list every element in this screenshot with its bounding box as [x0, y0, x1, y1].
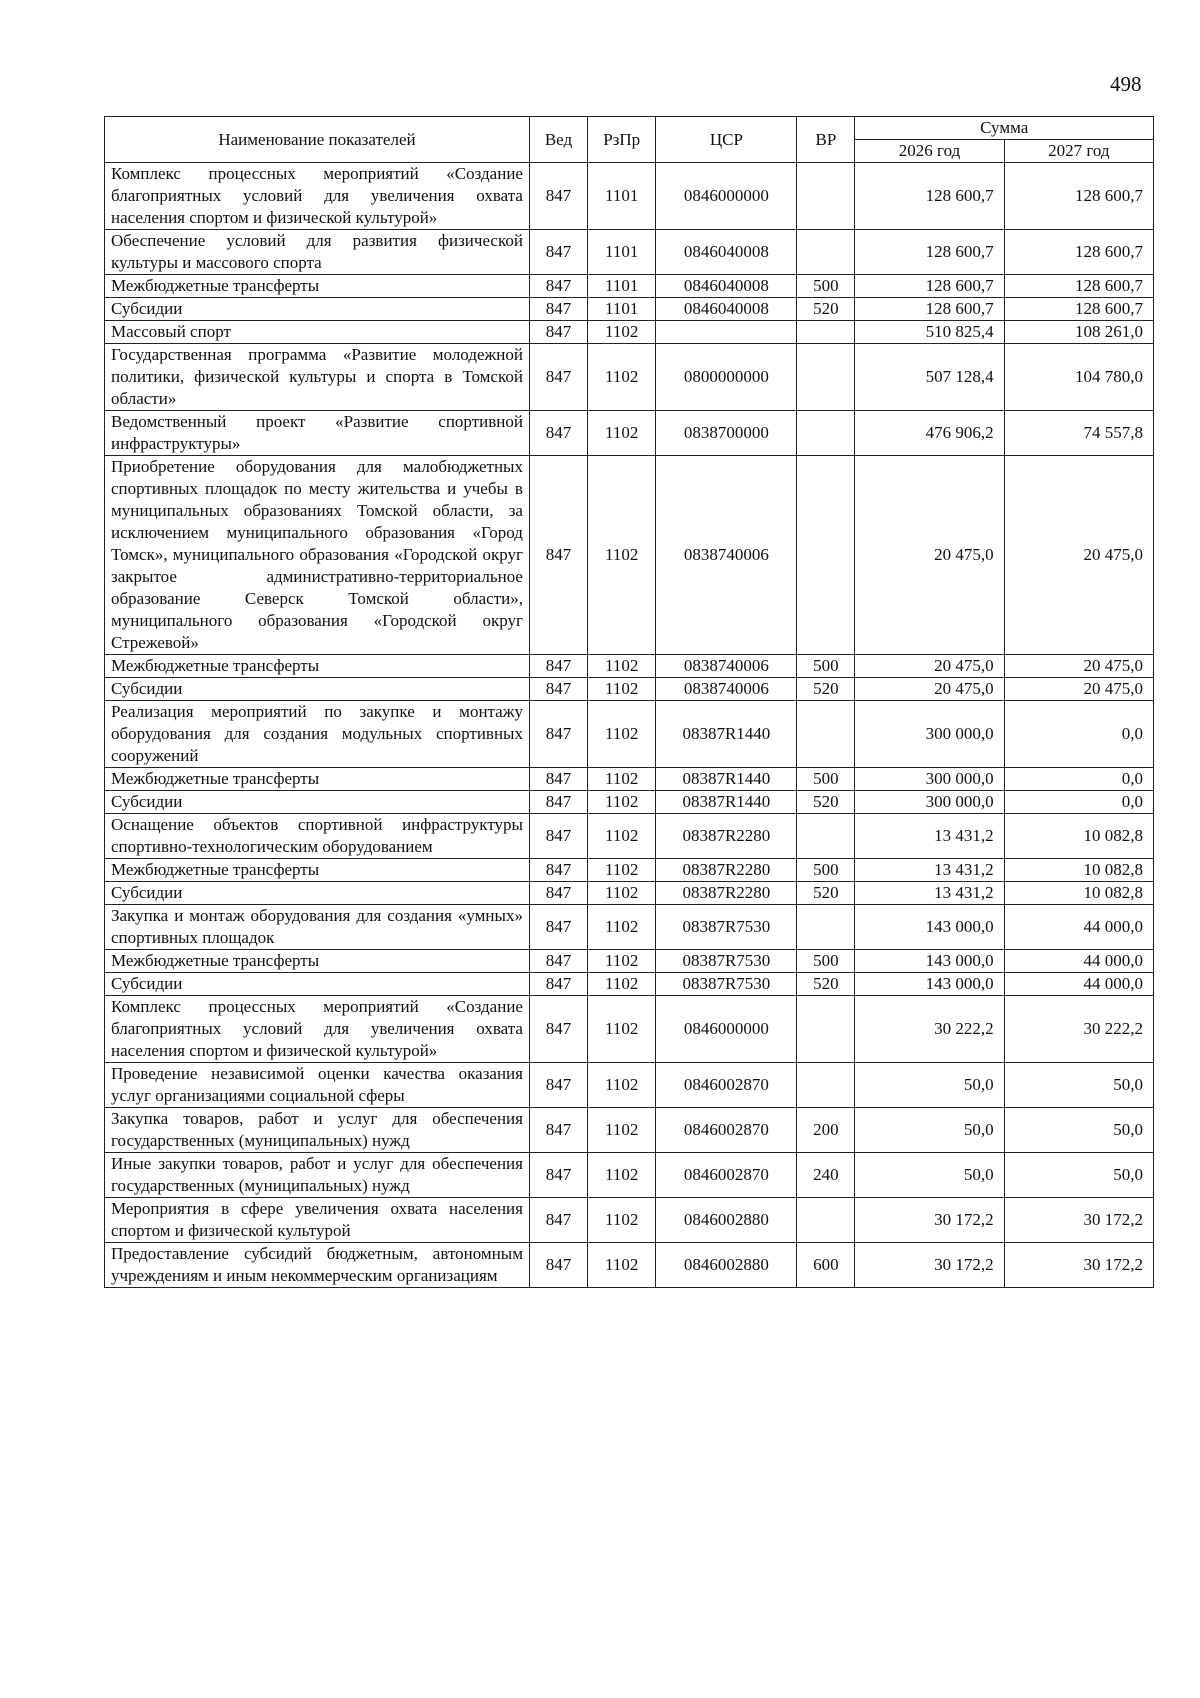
- cell-name: Субсидии: [105, 298, 530, 321]
- cell-sum-2026: 50,0: [855, 1108, 1004, 1153]
- cell-ved: 847: [529, 298, 587, 321]
- cell-name: Государственная программа «Развитие молодежной политики, физической культуры и спорта в Томской области»: [105, 344, 530, 411]
- cell-ved: 847: [529, 678, 587, 701]
- cell-ved: 847: [529, 768, 587, 791]
- cell-csr: 0846040008: [656, 230, 797, 275]
- cell-sum-2026: 300 000,0: [855, 768, 1004, 791]
- cell-rzpr: 1102: [588, 814, 656, 859]
- cell-vr: 500: [797, 768, 855, 791]
- cell-sum-2027: 108 261,0: [1004, 321, 1153, 344]
- cell-sum-2026: 13 431,2: [855, 882, 1004, 905]
- cell-rzpr: 1102: [588, 678, 656, 701]
- cell-ved: 847: [529, 275, 587, 298]
- cell-ved: 847: [529, 973, 587, 996]
- cell-vr: [797, 456, 855, 655]
- cell-sum-2027: 0,0: [1004, 768, 1153, 791]
- cell-csr: 08387R7530: [656, 905, 797, 950]
- cell-csr: 0846002870: [656, 1063, 797, 1108]
- cell-vr: 600: [797, 1243, 855, 1288]
- cell-sum-2027: 104 780,0: [1004, 344, 1153, 411]
- cell-rzpr: 1102: [588, 996, 656, 1063]
- cell-csr: 0846002870: [656, 1108, 797, 1153]
- cell-name: Иные закупки товаров, работ и услуг для обеспечения государственных (муниципальных) нужд: [105, 1153, 530, 1198]
- cell-sum-2027: 128 600,7: [1004, 275, 1153, 298]
- cell-rzpr: 1102: [588, 882, 656, 905]
- cell-ved: 847: [529, 791, 587, 814]
- cell-csr: 0846000000: [656, 996, 797, 1063]
- page-number: 498: [1110, 72, 1142, 96]
- table-row: [105, 791, 1154, 814]
- cell-ved: 847: [529, 230, 587, 275]
- cell-sum-2026: 20 475,0: [855, 456, 1004, 655]
- cell-csr: 0846000000: [656, 163, 797, 230]
- cell-rzpr: 1102: [588, 321, 656, 344]
- table-row: [105, 1153, 1154, 1198]
- cell-rzpr: 1101: [588, 163, 656, 230]
- cell-csr: 08387R2280: [656, 859, 797, 882]
- cell-csr: 08387R1440: [656, 768, 797, 791]
- table-row: [105, 905, 1154, 950]
- cell-sum-2027: 20 475,0: [1004, 678, 1153, 701]
- cell-name: Мероприятия в сфере увеличения охвата населения спортом и физической культурой: [105, 1198, 530, 1243]
- cell-name: Реализация мероприятий по закупке и монтажу оборудования для создания модульных спортивных сооружений: [105, 701, 530, 768]
- cell-name: Обеспечение условий для развития физической культуры и массового спорта: [105, 230, 530, 275]
- table-row: [105, 456, 1154, 655]
- cell-sum-2027: 10 082,8: [1004, 859, 1153, 882]
- cell-ved: 847: [529, 321, 587, 344]
- header-name: Наименование показателей: [105, 117, 530, 163]
- cell-sum-2026: 50,0: [855, 1063, 1004, 1108]
- cell-vr: [797, 163, 855, 230]
- cell-rzpr: 1102: [588, 344, 656, 411]
- table-row: [105, 321, 1154, 344]
- cell-name: Закупка товаров, работ и услуг для обеспечения государственных (муниципальных) нужд: [105, 1108, 530, 1153]
- table-row: [105, 1108, 1154, 1153]
- table-row: [105, 950, 1154, 973]
- cell-vr: 520: [797, 791, 855, 814]
- cell-sum-2026: 30 172,2: [855, 1198, 1004, 1243]
- table-row: [105, 1063, 1154, 1108]
- cell-vr: [797, 321, 855, 344]
- cell-name: Субсидии: [105, 882, 530, 905]
- cell-vr: 520: [797, 298, 855, 321]
- cell-ved: 847: [529, 701, 587, 768]
- cell-vr: [797, 230, 855, 275]
- cell-csr: 08387R7530: [656, 973, 797, 996]
- cell-ved: 847: [529, 1153, 587, 1198]
- cell-name: Межбюджетные трансферты: [105, 950, 530, 973]
- cell-csr: 0846002880: [656, 1243, 797, 1288]
- cell-name: Массовый спорт: [105, 321, 530, 344]
- cell-sum-2026: 50,0: [855, 1153, 1004, 1198]
- cell-name: Межбюджетные трансферты: [105, 859, 530, 882]
- header-sum: Сумма: [855, 117, 1154, 140]
- cell-csr: 08387R1440: [656, 791, 797, 814]
- cell-sum-2026: 300 000,0: [855, 791, 1004, 814]
- table-row: [105, 678, 1154, 701]
- cell-sum-2026: 128 600,7: [855, 275, 1004, 298]
- cell-ved: 847: [529, 163, 587, 230]
- cell-sum-2026: 300 000,0: [855, 701, 1004, 768]
- table-row: [105, 814, 1154, 859]
- cell-rzpr: 1102: [588, 1063, 656, 1108]
- cell-ved: 847: [529, 1108, 587, 1153]
- cell-rzpr: 1102: [588, 655, 656, 678]
- cell-csr: 0838700000: [656, 411, 797, 456]
- table-body: [105, 163, 1154, 1288]
- header-2027: 2027 год: [1004, 140, 1153, 163]
- cell-vr: 500: [797, 859, 855, 882]
- cell-ved: 847: [529, 411, 587, 456]
- budget-table: [104, 116, 1154, 1288]
- cell-sum-2027: 10 082,8: [1004, 882, 1153, 905]
- cell-ved: 847: [529, 344, 587, 411]
- table-row: [105, 275, 1154, 298]
- table-row: [105, 344, 1154, 411]
- cell-name: Приобретение оборудования для малобюджетных спортивных площадок по месту жительства и учебы в муниципальных образованиях Томской области, за исключением муниципального образования «Город Томск», муниципального образования «Городской округ закрытое административно-территориальное образование Северск Томской области», муниципального образования «Городской округ Стрежевой»: [105, 456, 530, 655]
- cell-sum-2026: 20 475,0: [855, 655, 1004, 678]
- cell-ved: 847: [529, 950, 587, 973]
- cell-vr: [797, 411, 855, 456]
- cell-rzpr: 1102: [588, 768, 656, 791]
- cell-name: Ведомственный проект «Развитие спортивной инфраструктуры»: [105, 411, 530, 456]
- cell-rzpr: 1102: [588, 1153, 656, 1198]
- cell-sum-2026: 476 906,2: [855, 411, 1004, 456]
- cell-sum-2027: 74 557,8: [1004, 411, 1153, 456]
- cell-vr: 520: [797, 973, 855, 996]
- cell-sum-2026: 507 128,4: [855, 344, 1004, 411]
- cell-rzpr: 1102: [588, 791, 656, 814]
- cell-vr: 200: [797, 1108, 855, 1153]
- cell-sum-2027: 20 475,0: [1004, 655, 1153, 678]
- cell-rzpr: 1102: [588, 456, 656, 655]
- cell-sum-2026: 30 222,2: [855, 996, 1004, 1063]
- cell-sum-2026: 128 600,7: [855, 230, 1004, 275]
- cell-sum-2027: 30 172,2: [1004, 1198, 1153, 1243]
- table-row: [105, 298, 1154, 321]
- cell-vr: 500: [797, 275, 855, 298]
- table-row: [105, 1243, 1154, 1288]
- cell-rzpr: 1102: [588, 1108, 656, 1153]
- cell-sum-2026: 30 172,2: [855, 1243, 1004, 1288]
- cell-ved: 847: [529, 859, 587, 882]
- cell-sum-2026: 143 000,0: [855, 973, 1004, 996]
- cell-ved: 847: [529, 1063, 587, 1108]
- cell-vr: [797, 701, 855, 768]
- table-row: [105, 1198, 1154, 1243]
- cell-csr: [656, 321, 797, 344]
- header-vr: ВР: [797, 117, 855, 163]
- cell-sum-2027: 30 222,2: [1004, 996, 1153, 1063]
- cell-sum-2027: 30 172,2: [1004, 1243, 1153, 1288]
- cell-vr: [797, 1198, 855, 1243]
- cell-sum-2026: 128 600,7: [855, 163, 1004, 230]
- cell-ved: 847: [529, 996, 587, 1063]
- cell-sum-2026: 143 000,0: [855, 905, 1004, 950]
- cell-sum-2026: 13 431,2: [855, 859, 1004, 882]
- cell-csr: 08387R7530: [656, 950, 797, 973]
- cell-ved: 847: [529, 1198, 587, 1243]
- table-row: [105, 996, 1154, 1063]
- cell-ved: 847: [529, 882, 587, 905]
- header-ved: Вед: [529, 117, 587, 163]
- table-row: [105, 655, 1154, 678]
- cell-name: Субсидии: [105, 678, 530, 701]
- cell-csr: 0846040008: [656, 298, 797, 321]
- cell-sum-2026: 128 600,7: [855, 298, 1004, 321]
- cell-rzpr: 1102: [588, 1243, 656, 1288]
- cell-csr: 0838740006: [656, 678, 797, 701]
- cell-rzpr: 1101: [588, 230, 656, 275]
- table-row: [105, 230, 1154, 275]
- cell-rzpr: 1102: [588, 973, 656, 996]
- table-row: [105, 768, 1154, 791]
- cell-rzpr: 1102: [588, 950, 656, 973]
- table-row: [105, 163, 1154, 230]
- cell-vr: [797, 344, 855, 411]
- cell-name: Межбюджетные трансферты: [105, 768, 530, 791]
- cell-sum-2027: 44 000,0: [1004, 973, 1153, 996]
- cell-sum-2027: 44 000,0: [1004, 950, 1153, 973]
- cell-rzpr: 1102: [588, 701, 656, 768]
- cell-rzpr: 1102: [588, 905, 656, 950]
- cell-name: Межбюджетные трансферты: [105, 275, 530, 298]
- cell-sum-2027: 10 082,8: [1004, 814, 1153, 859]
- cell-name: Предоставление субсидий бюджетным, автономным учреждениям и иным некоммерческим организациям: [105, 1243, 530, 1288]
- cell-csr: 0800000000: [656, 344, 797, 411]
- cell-ved: 847: [529, 1243, 587, 1288]
- cell-sum-2027: 50,0: [1004, 1108, 1153, 1153]
- cell-csr: 0846002870: [656, 1153, 797, 1198]
- cell-ved: 847: [529, 456, 587, 655]
- cell-name: Субсидии: [105, 791, 530, 814]
- cell-sum-2026: 143 000,0: [855, 950, 1004, 973]
- cell-csr: 08387R2280: [656, 814, 797, 859]
- cell-sum-2027: 128 600,7: [1004, 163, 1153, 230]
- cell-csr: 0838740006: [656, 655, 797, 678]
- cell-name: Субсидии: [105, 973, 530, 996]
- cell-rzpr: 1101: [588, 275, 656, 298]
- cell-ved: 847: [529, 655, 587, 678]
- cell-rzpr: 1102: [588, 1198, 656, 1243]
- cell-vr: 500: [797, 655, 855, 678]
- cell-csr: 08387R2280: [656, 882, 797, 905]
- cell-sum-2027: 128 600,7: [1004, 230, 1153, 275]
- cell-sum-2026: 20 475,0: [855, 678, 1004, 701]
- header-csr: ЦСР: [656, 117, 797, 163]
- cell-rzpr: 1102: [588, 411, 656, 456]
- cell-vr: 240: [797, 1153, 855, 1198]
- table-row: [105, 859, 1154, 882]
- cell-csr: 0846040008: [656, 275, 797, 298]
- cell-name: Оснащение объектов спортивной инфраструктуры спортивно-технологическим оборудованием: [105, 814, 530, 859]
- cell-sum-2027: 0,0: [1004, 701, 1153, 768]
- cell-name: Комплекс процессных мероприятий «Создание благоприятных условий для увеличения охвата населения спортом и физической культурой»: [105, 163, 530, 230]
- cell-csr: 0838740006: [656, 456, 797, 655]
- cell-csr: 0846002880: [656, 1198, 797, 1243]
- cell-sum-2027: 50,0: [1004, 1063, 1153, 1108]
- table-row: [105, 882, 1154, 905]
- cell-vr: 500: [797, 950, 855, 973]
- cell-sum-2027: 44 000,0: [1004, 905, 1153, 950]
- cell-csr: 08387R1440: [656, 701, 797, 768]
- cell-vr: 520: [797, 678, 855, 701]
- cell-name: Закупка и монтаж оборудования для создания «умных» спортивных площадок: [105, 905, 530, 950]
- cell-sum-2027: 50,0: [1004, 1153, 1153, 1198]
- cell-ved: 847: [529, 905, 587, 950]
- table-row: [105, 701, 1154, 768]
- header-2026: 2026 год: [855, 140, 1004, 163]
- table-row: [105, 411, 1154, 456]
- cell-sum-2027: 20 475,0: [1004, 456, 1153, 655]
- cell-ved: 847: [529, 814, 587, 859]
- table-row: [105, 973, 1154, 996]
- cell-name: Комплекс процессных мероприятий «Создание благоприятных условий для увеличения охвата населения спортом и физической культурой»: [105, 996, 530, 1063]
- cell-vr: [797, 814, 855, 859]
- cell-vr: [797, 1063, 855, 1108]
- cell-sum-2026: 510 825,4: [855, 321, 1004, 344]
- cell-sum-2027: 128 600,7: [1004, 298, 1153, 321]
- cell-name: Проведение независимой оценки качества оказания услуг организациями социальной сферы: [105, 1063, 530, 1108]
- cell-vr: [797, 905, 855, 950]
- cell-vr: 520: [797, 882, 855, 905]
- cell-sum-2026: 13 431,2: [855, 814, 1004, 859]
- header-rzpr: РзПр: [588, 117, 656, 163]
- cell-rzpr: 1102: [588, 859, 656, 882]
- cell-sum-2027: 0,0: [1004, 791, 1153, 814]
- cell-rzpr: 1101: [588, 298, 656, 321]
- cell-vr: [797, 996, 855, 1063]
- cell-name: Межбюджетные трансферты: [105, 655, 530, 678]
